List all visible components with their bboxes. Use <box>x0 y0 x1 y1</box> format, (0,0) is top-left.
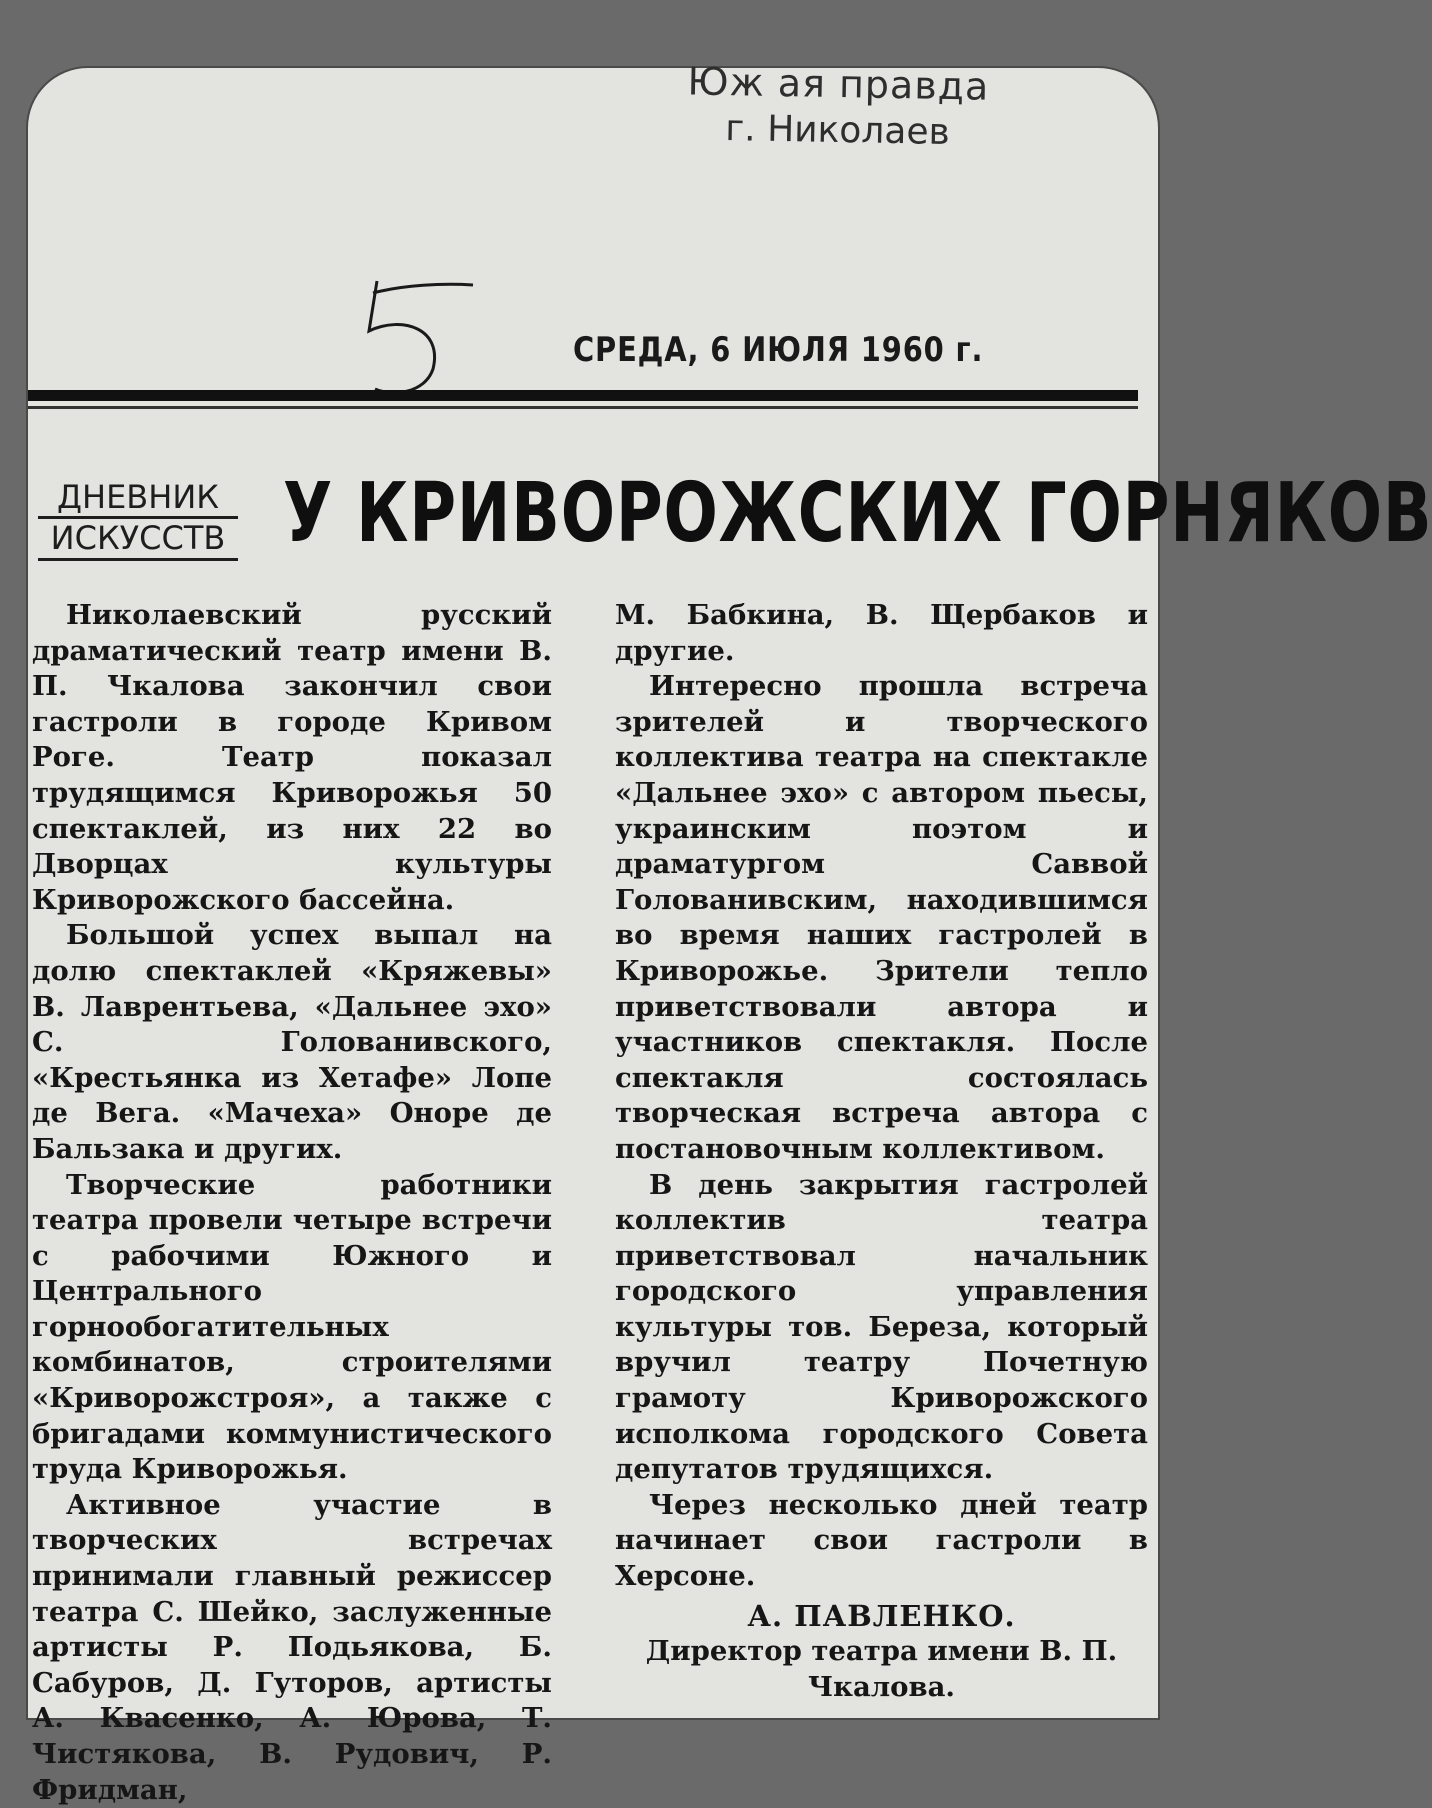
paragraph: В день закрытия гастролей коллектив театра приветствовал начальник городского управления культуры тов. Береза, который вручил театру Почетную грамоту Криворожского исполкома городского Совета депутатов трудящихся. <box>615 1168 1148 1486</box>
section-rubric <box>38 478 238 561</box>
masthead-rule <box>28 390 1138 401</box>
author-signature: А. ПАВЛЕНКО. <box>747 1598 1016 1633</box>
newspaper-stamp <box>627 58 1048 154</box>
handwritten-number-5 <box>363 273 483 403</box>
rubric-line-2: ИСКУССТВ <box>38 519 238 560</box>
paragraph: Через несколько дней театр начинает свои гастроли в Херсоне. <box>615 1488 1148 1593</box>
paragraph: Николаевский русский драматический театр имени В. П. Чкалова закончил свои гастроли в городе Кривом Роге. Театр показал трудящимся Криворожья 50 спектаклей, из них 22 во Дворцах культуры Криворожского бассейна. <box>32 599 552 916</box>
article-column-right <box>615 598 1148 1705</box>
masthead-rule-thin <box>28 406 1138 409</box>
article-column-left <box>32 598 552 1808</box>
paragraph: Интересно прошла встреча зрителей и творческого коллектива театра на спектакле «Дальнее эхо» с автором пьесы, украинским поэтом и драматургом Саввой Голованивским, находившимся во время наших гастролей в Криворожье. Зрители тепло приветствовали автора и участников спектакля. После спектакля состоялась творческая встреча автора с постановочным коллективом. <box>615 670 1148 1165</box>
issue-date: СРЕДА, 6 ИЮЛЯ 1960 г. <box>573 330 984 370</box>
newspaper-clipping <box>28 59 1432 1806</box>
author-title: Директор театра имени В. П. Чкалова. <box>645 1635 1118 1703</box>
stamp-city: г. Николаев <box>724 108 951 153</box>
rubric-line-1: ДНЕВНИК <box>38 478 238 519</box>
paragraph: М. Бабкина, В. Щербаков и другие. <box>615 599 1148 667</box>
stamp-newspaper-name: Юж ая правда <box>687 59 990 109</box>
paragraph: Большой успех выпал на долю спектаклей «Кряжевы» В. Лаврентьева, «Дальнее эхо» С. Голованивского, «Крестьянка из Хетафе» Лопе де Вега. «Мачеха» Оноре де Бальзака и других. <box>32 919 552 1165</box>
paragraph: Творческие работники театра провели четыре встречи с рабочими Южного и Центрального горнообогатительных комбинатов, строителями «Криворожстроя», а также с бригадами коммунистического труда Криворожья. <box>32 1168 552 1486</box>
paragraph: Активное участие в творческих встречах принимали главный режиссер театра С. Шейко, заслуженные артисты Р. Подьякова, Б. Сабуров, Д. Гуторов, артисты А. Квасенко, А. Юрова, Т. Чистякова, В. Рудович, Р. Фридман, <box>32 1488 552 1806</box>
article-headline: У КРИВОРОЖСКИХ ГОРНЯКОВ <box>283 466 1432 561</box>
